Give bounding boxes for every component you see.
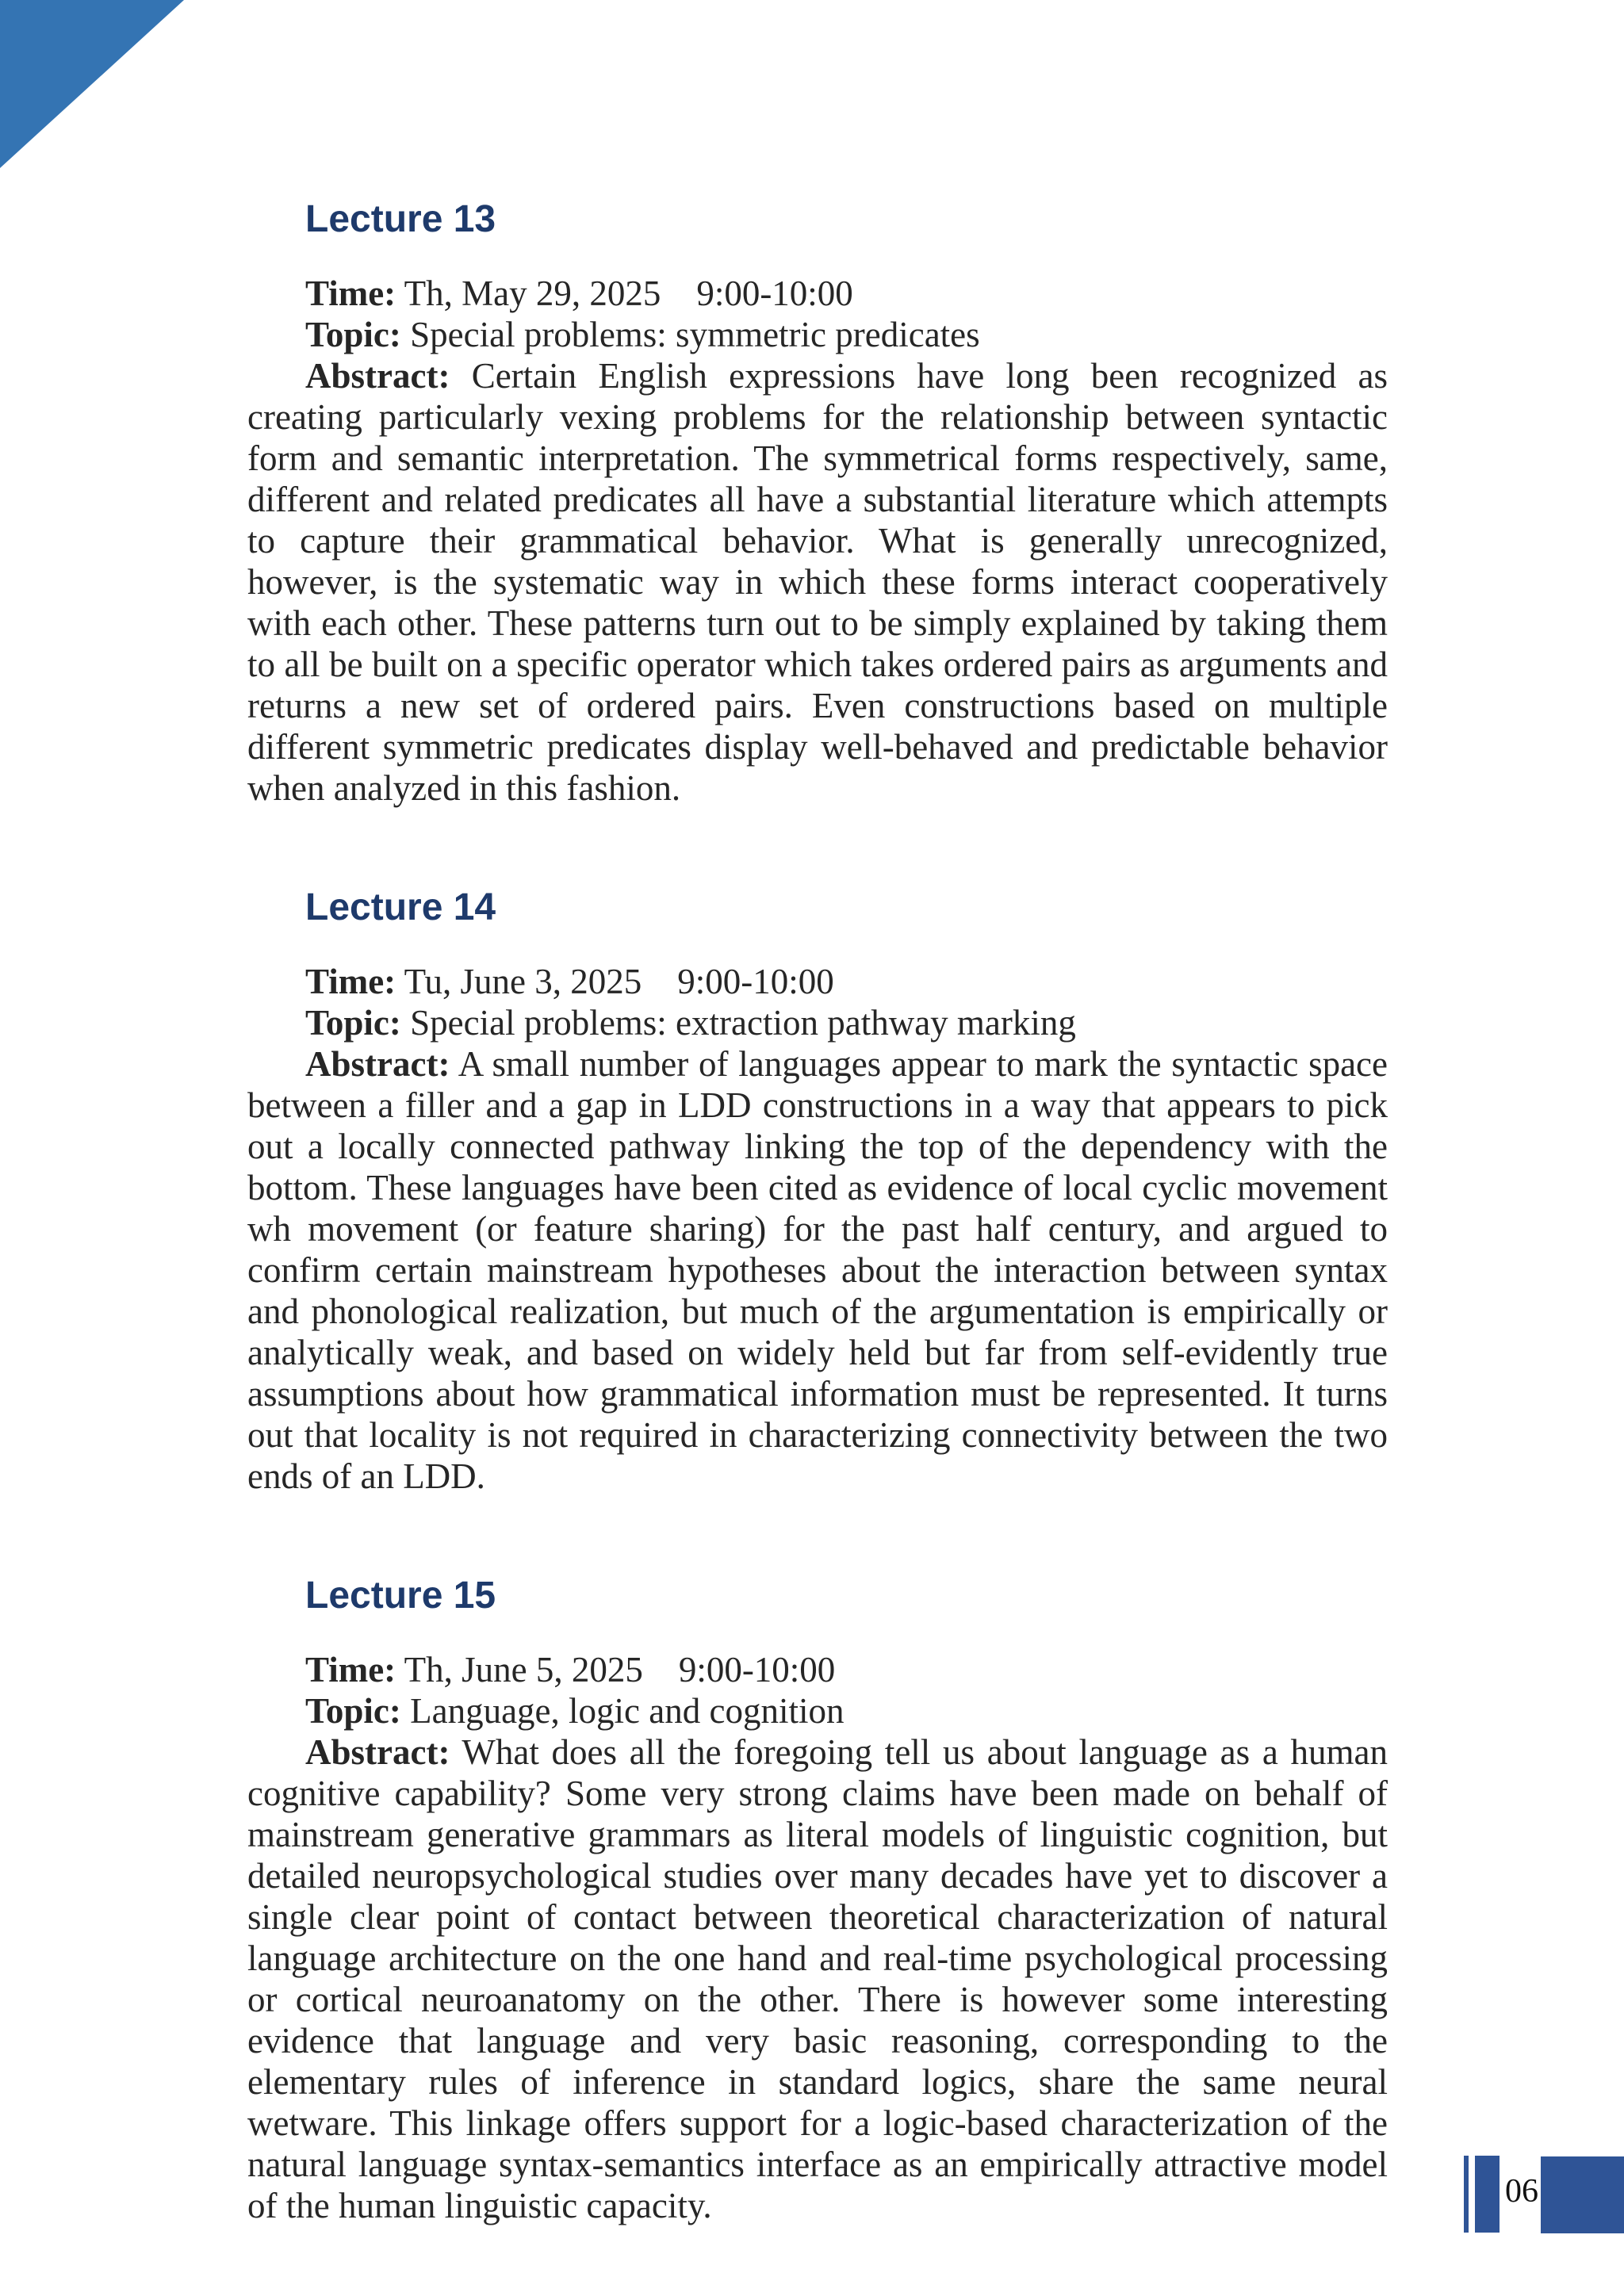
- lecture-section-15: [247, 1573, 1388, 2226]
- footer-block-decoration: [1541, 2156, 1624, 2233]
- lecture-time-line: [247, 1649, 1388, 1690]
- lecture-topic-line: [247, 314, 1388, 355]
- time-label: Time:: [305, 962, 396, 1001]
- page-number: 06: [1505, 2173, 1538, 2210]
- abstract-text: What does all the foregoing tell us about language as a human cognitive capability? Some very strong claims have been made on behalf of mainstream generative grammars as literal models of linguistic cognition, but detailed neuropsychological studies over many decades have yet to discover a single clear point of contact between theoretical characterization of natural language architecture on the one hand and real-time psychological processing or cortical neuroanatomy on the other. There is however some interesting evidence that language and very basic reasoning, corresponding to the elementary rules of inference in standard logics, share the same neural wetware. This linkage offers support for a logic-based characterization of the natural language syntax-semantics interface as an empirically attractive model of the human linguistic capacity.: [247, 1732, 1388, 2225]
- lecture-abstract: [247, 1732, 1388, 2226]
- time-value: Th, June 5, 2025 9:00-10:00: [404, 1650, 836, 1689]
- lecture-title: Lecture 15: [305, 1575, 496, 1617]
- lecture-section-13: [247, 197, 1388, 809]
- footer-thick-bar-decoration: [1475, 2156, 1500, 2233]
- time-label: Time:: [305, 1650, 396, 1689]
- lecture-topic-line: [247, 1002, 1388, 1043]
- lecture-abstract: [247, 1043, 1388, 1497]
- time-label: Time:: [305, 274, 396, 313]
- topic-label: Topic:: [305, 1691, 401, 1731]
- lecture-topic-line: [247, 1690, 1388, 1732]
- topic-value: Language, logic and cognition: [410, 1691, 845, 1731]
- lecture-time-line: [247, 273, 1388, 314]
- topic-label: Topic:: [305, 1003, 401, 1043]
- abstract-text: Certain English expressions have long been recognized as creating particularly vexing problems for the relationship between syntactic form and semantic interpretation. The symmetrical forms respectively, same, different and related predicates all have a substantial literature which attempts to capture their grammatical behavior. What is generally unrecognized, however, is the systematic way in which these forms interact cooperatively with each other. These patterns turn out to be simply explained by taking them to all be built on a specific operator which takes ordered pairs as arguments and returns a new set of ordered pairs. Even constructions based on multiple different symmetric predicates display well-behaved and predictable behavior when analyzed in this fashion.: [247, 356, 1388, 808]
- topic-value: Special problems: extraction pathway marking: [410, 1003, 1076, 1043]
- abstract-text: A small number of languages appear to mark the syntactic space between a filler and a gap in LDD constructions in a way that appears to pick out a locally connected pathway linking the top of the dependency with the bottom. These languages have been cited as evidence of local cyclic movement wh movement (or feature sharing) for the past half century, and argued to confirm certain mainstream hypotheses about the interaction between syntax and phonological realization, but much of the argumentation is empirically or analytically weak, and based on widely held but far from self-evidently true assumptions about how grammatical information must be represented. It turns out that locality is not required in characterizing connectivity between the two ends of an LDD.: [247, 1044, 1388, 1496]
- page-content: [247, 0, 1388, 2226]
- time-value: Th, May 29, 2025 9:00-10:00: [404, 274, 853, 313]
- time-value: Tu, June 3, 2025 9:00-10:00: [404, 962, 834, 1001]
- abstract-label: Abstract:: [305, 1732, 450, 1772]
- abstract-label: Abstract:: [305, 1044, 450, 1084]
- abstract-label: Abstract:: [305, 356, 450, 396]
- footer-thin-bar-decoration: [1464, 2156, 1469, 2233]
- lecture-time-line: [247, 961, 1388, 1002]
- corner-triangle-decoration: [0, 0, 184, 168]
- lecture-abstract: [247, 355, 1388, 809]
- topic-label: Topic:: [305, 315, 401, 354]
- lecture-title: Lecture 13: [305, 198, 496, 240]
- lecture-title: Lecture 14: [305, 886, 496, 928]
- lecture-section-14: [247, 885, 1388, 1497]
- topic-value: Special problems: symmetric predicates: [410, 315, 980, 354]
